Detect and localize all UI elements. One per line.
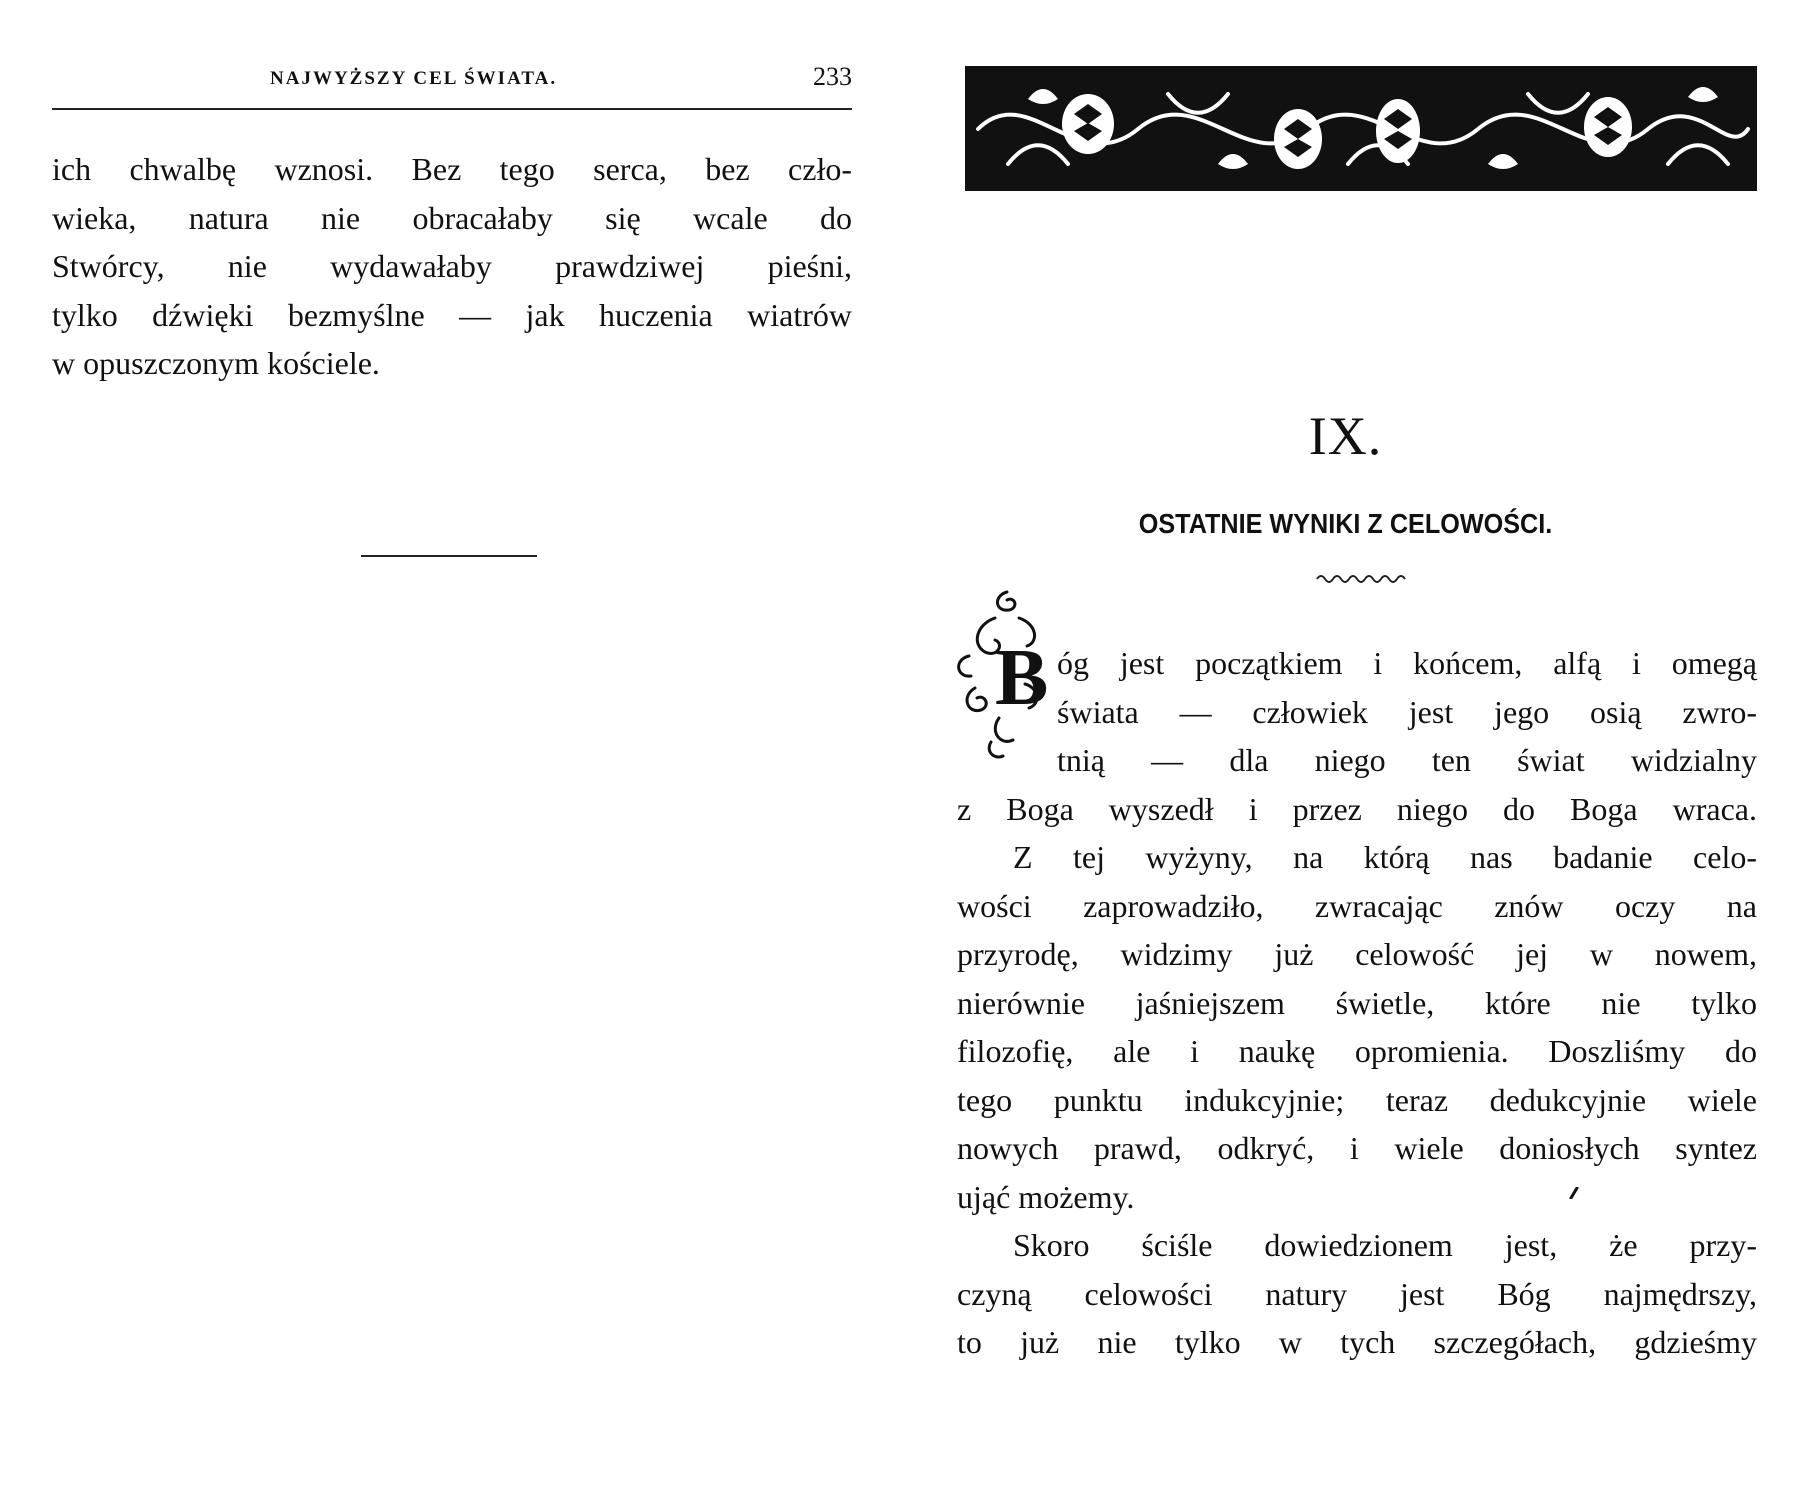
page-number: 233 [813, 62, 852, 91]
right-paragraphs [957, 634, 1757, 1367]
text-line: świata — człowiek jest jego osią zwro- [1057, 693, 1757, 730]
wave-divider-icon [1315, 572, 1409, 586]
text-line: wości zaprowadziło, zwracając znów oczy na [957, 887, 1757, 924]
text-line: Skoro ściśle dowiedzionem jest, że przy- [1013, 1227, 1757, 1263]
text-line: nierównie jaśniejszem świetle, które nie tylko [957, 984, 1757, 1021]
text-line: to już nie tylko w tych szczegółach, gdzieśmy [957, 1324, 1757, 1360]
text-line: nowych prawd, odkryć, i wiele doniosłych syntez [957, 1130, 1757, 1166]
ornament-headband-icon [965, 66, 1757, 191]
text-line: tnią — dla niego ten świat widzialny [1057, 742, 1757, 778]
text-line: óg jest początkiem i końcem, alfą i omegą [1057, 645, 1757, 681]
chapter-number: IX. [1308, 406, 1383, 466]
right-page [897, 0, 1794, 1500]
running-title: NAJWYŻSZY CEL ŚWIATA. [270, 68, 558, 89]
text-line: tego punktu indukcyjnie; teraz dedukcyjnie wiele [957, 1081, 1757, 1118]
text-line: Z tej wyżyny, na którą nas badanie celo- [1013, 839, 1757, 875]
text-line: filozofię, ale i naukę opromienia. Doszliśmy do [957, 1033, 1757, 1069]
text-line: Stwórcy, nie wydawałaby prawdziwej pieśni, [52, 248, 852, 284]
text-line: tylko dźwięki bezmyślne — jak huczenia wiatrów [52, 296, 852, 333]
ink-speck-icon [1569, 1187, 1579, 1199]
text-line: ująć możemy. [957, 1178, 1135, 1215]
drop-cap-letter: B [995, 634, 1049, 722]
text-line: czyną celowości natury jest Bóg najmędrszy, [957, 1275, 1757, 1312]
section-end-rule [361, 555, 537, 557]
text-line: ich chwalbę wznosi. Bez tego serca, bez czło- [52, 151, 852, 187]
text-line: wieka, natura nie obracałaby się wcale do [52, 199, 852, 236]
text-line: w opuszczonym kościele. [52, 345, 380, 381]
running-head [52, 60, 852, 100]
left-paragraph [52, 145, 852, 388]
header-rule [52, 108, 852, 110]
text-line: przyrodę, widzimy już celowość jej w nowem, [957, 936, 1757, 972]
chapter-title: OSTATNIE WYNIKI Z CELOWOŚCI. [1138, 508, 1553, 539]
text-line: z Boga wyszedł i przez niego do Boga wraca. [957, 790, 1757, 827]
